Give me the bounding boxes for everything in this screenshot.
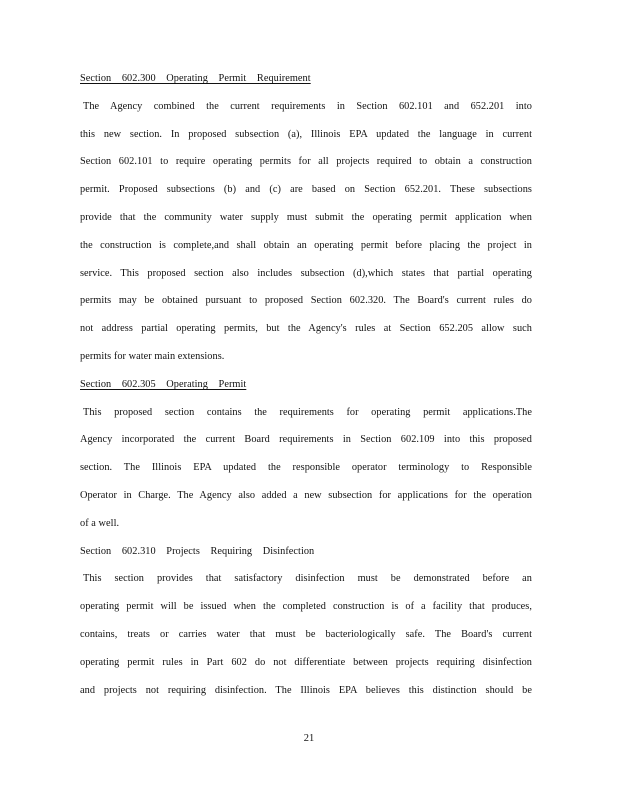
- section-heading-602-310: Section 602.310 Projects Requiring Disinfection: [80, 545, 315, 557]
- page-number: 21: [303, 733, 315, 744]
- paragraph-line: permit. Proposed subsections (b) and (c) are based on Section 652.201. These subsections: [80, 184, 532, 196]
- paragraph-line: the construction is complete,and shall obtain an operating permit before placing the project in: [80, 239, 532, 251]
- section-heading-602-305: Section 602.305 Operating Permit: [80, 378, 247, 390]
- paragraph-line: This section provides that satisfactory disinfection must be demonstrated before an: [83, 573, 532, 585]
- paragraph-line: This proposed section contains the requirements for operating permit applications.The: [83, 406, 532, 418]
- paragraph-line: contains, treats or carries water that must be bacteriologically safe. The Board's current: [80, 628, 532, 640]
- paragraph-line: The Agency combined the current requirements in Section 602.101 and 652.201 into: [83, 100, 532, 112]
- paragraph-line: Section 602.101 to require operating permits for all projects required to obtain a construction: [80, 156, 532, 168]
- paragraph-line: and projects not requiring disinfection. The Illinois EPA believes this distinction should be: [80, 684, 532, 696]
- paragraph-line: operating permit will be issued when the completed construction is of a facility that produces,: [80, 601, 532, 613]
- paragraph-line: section. The Illinois EPA updated the responsible operator terminology to Responsible: [80, 462, 532, 474]
- paragraph-line: service. This proposed section also includes subsection (d),which states that partial operating: [80, 267, 532, 279]
- paragraph-line: permits for water main extensions.: [80, 350, 225, 362]
- paragraph-line: not address partial operating permits, but the Agency's rules at Section 652.205 allow such: [80, 323, 532, 335]
- paragraph-line: operating permit rules in Part 602 do not differentiate between projects requiring disinfection: [80, 656, 532, 668]
- document-body: [80, 69, 532, 708]
- paragraph-line: permits may be obtained pursuant to proposed Section 602.320. The Board's current rules do: [80, 295, 532, 307]
- paragraph-line: of a well.: [80, 517, 120, 529]
- paragraph-line: provide that the community water supply must submit the operating permit application when: [80, 211, 532, 223]
- paragraph-line: Agency incorporated the current Board requirements in Section 602.109 into this proposed: [80, 434, 532, 446]
- paragraph-line: Operator in Charge. The Agency also added a new subsection for applications for the operation: [80, 489, 532, 501]
- section-heading-602-300: Section 602.300 Operating Permit Requirement: [80, 73, 311, 84]
- paragraph-line: this new section. In proposed subsection (a), Illinois EPA updated the language in current: [80, 128, 532, 140]
